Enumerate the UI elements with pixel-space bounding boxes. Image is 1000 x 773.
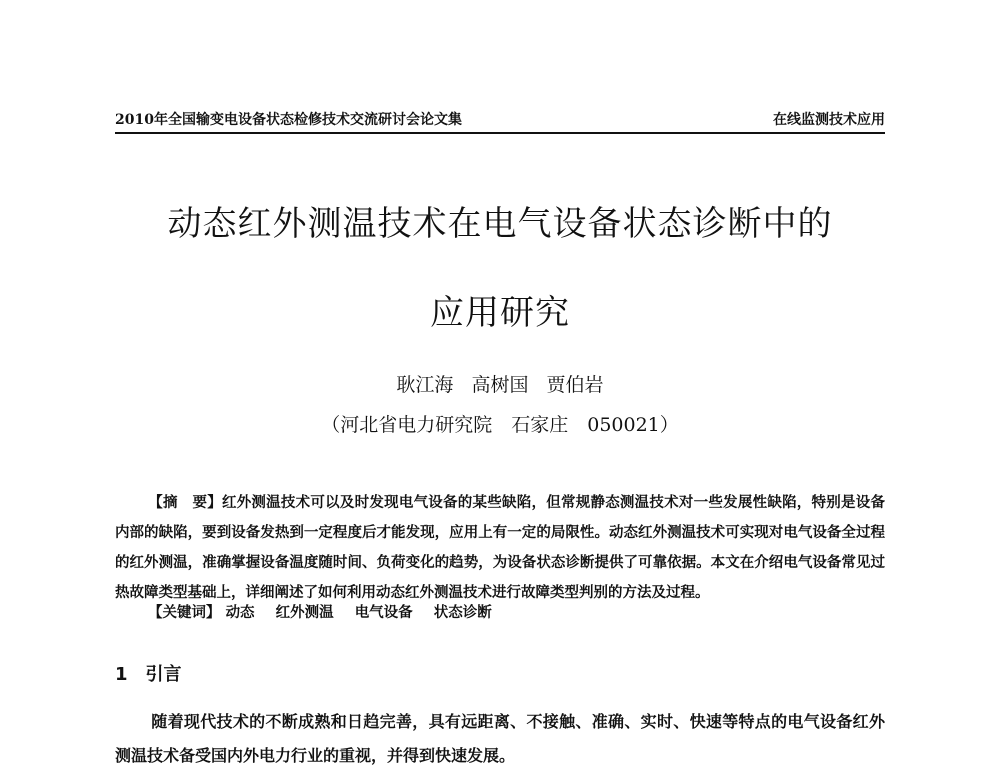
section-heading: [115, 660, 182, 686]
keywords-label: 【关键词】: [148, 604, 221, 621]
keyword: 状态诊断: [433, 604, 492, 621]
keyword: 红外测温: [275, 604, 334, 621]
author-list: [0, 370, 1000, 397]
header-rule: [115, 132, 885, 134]
keywords: [148, 601, 508, 622]
author-name: 高树国: [471, 374, 529, 396]
abstract-text: 红外测温技术可以及时发现电气设备的某些缺陷，但常规静态测温技术对一些发展性缺陷，特别是设备内部的缺陷，要到设备发热到一定程度后才能发现，应用上有一定的局限性。动态红外测温技术可实现对电气设备全过程的红外测温，准确掌握设备温度随时间、负荷变化的趋势，为设备状态诊断提供了可靠依据。本文在介绍电气设备常见过热故障类型基础上，详细阐述了如何利用动态红外测温技术进行故障类型判别的方法及过程。: [115, 494, 886, 601]
abstract: [115, 488, 885, 608]
section-title: 引言: [145, 664, 182, 685]
paper-title-line-2: 应用研究: [430, 293, 570, 333]
intro-paragraph: [115, 705, 885, 773]
keyword: 动态: [225, 604, 255, 621]
abstract-label: 【摘 要】: [148, 494, 222, 511]
paper-title-line-1: 动态红外测温技术在电气设备状态诊断中的: [167, 204, 833, 244]
section-category: 在线监测技术应用: [773, 112, 885, 128]
section-number: 1: [115, 664, 128, 685]
keyword: 电气设备: [354, 604, 413, 621]
paragraph-text: 随着现代技术的不断成熟和日趋完善，具有远距离、不接触、准确、实时、快速等特点的电气设备红外测温技术备受国内外电力行业的重视，并得到快速发展。: [115, 712, 885, 765]
author-name: 贾伯岩: [546, 374, 604, 396]
proceedings-title: 2010年全国输变电设备状态检修技术交流研讨会论文集: [115, 112, 462, 128]
author-name: 耿江海: [396, 374, 454, 396]
running-header: [115, 109, 885, 131]
affiliation: （河北省电力研究院 石家庄 050021）: [321, 414, 679, 436]
